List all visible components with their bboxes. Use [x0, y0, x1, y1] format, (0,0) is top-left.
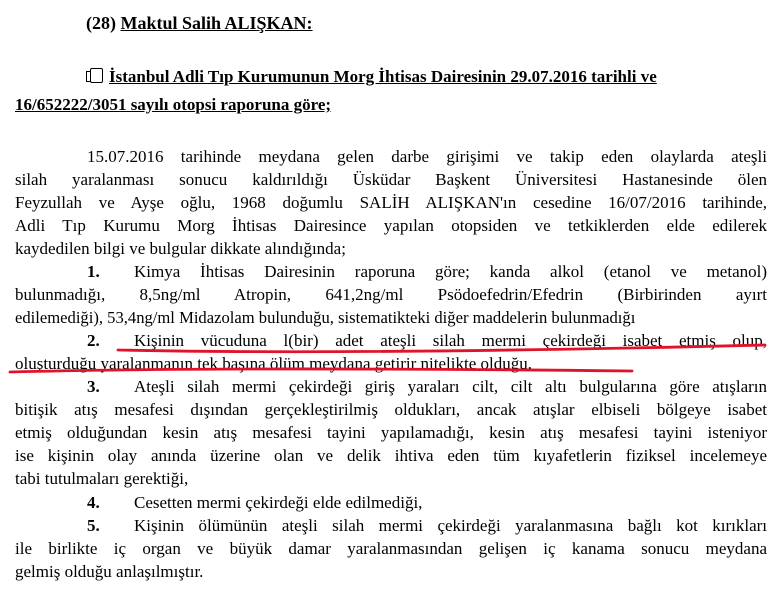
item-1-line-1: Kimya İhtisas Dairesinin raporuna göre; kanda alkol (etanol ve metanol): [134, 262, 767, 281]
report-reference-line-1: İstanbul Adli Tıp Kurumunun Morg İhtisas Dairesinin 29.07.2016 tarihli ve: [90, 67, 770, 87]
intro-line-1: 15.07.2016 tarihinde meydana gelen darbe girişimi ve takip eden olaylarda ateşli: [87, 147, 767, 166]
item-5-line-2: ile birlikte iç organ ve büyük damar yaralanmasından gelişen iç kanama sonucu meydana: [15, 539, 767, 558]
item-2-line-1: Kişinin vücuduna l(bir) adet ateşli silah mermi çekirdeği isabet etmiş olup,: [134, 331, 767, 350]
item-3-line-3: etmiş olduğundan kesin atış mesafesi tayini yapılamadığı, kesin atış mesafesi tayini isteniyor: [15, 423, 767, 442]
item-1-number: 1.: [87, 262, 100, 281]
intro-line-4: Adli Tıp Kurumu Morg İhtisas Dairesince yapılan otopsiden ve tetkiklerden elde edilerek: [15, 216, 767, 235]
item-3-line-2: bitişik atış mesafesi dışından gerçekleştirilmiş oldukları, ancak atışlar elbiseli bölgeye isabet: [15, 400, 767, 419]
intro-line-3: Feyzullah ve Ayşe oğlu, 1968 doğumlu SALİH ALIŞKAN'ın cesedine 16/07/2016 tarihinde,: [15, 193, 767, 212]
heading-number: (28): [86, 13, 116, 33]
intro-line-5: kaydedilen bilgi ve bulgular dikkate alındığında;: [15, 239, 346, 258]
item-3-line-4: ise kişinin olay anında üzerine olan ve delik ihtiva eden tüm kıyafetlerin fiziksel incelemeye: [15, 446, 767, 465]
item-4-number: 4.: [87, 493, 100, 512]
item-2-number: 2.: [87, 331, 100, 350]
item-1-line-2: bulunmadığı, 8,5ng/ml Atropin, 641,2ng/ml Psödoefedrin/Efedrin (Birbirinden ayırt: [15, 285, 767, 304]
item-4-line-1: Cesetten mermi çekirdeği elde edilmediği,: [134, 493, 423, 512]
item-5-line-1: Kişinin ölümünün ateşli silah mermi çekirdeği yaralanmasına bağlı kot kırıkları: [134, 516, 767, 535]
item-5-line-3: gelmiş olduğu anlaşılmıştır.: [15, 562, 204, 581]
report-reference-line-2: 16/652222/3051 sayılı otopsi raporuna göre;: [15, 95, 332, 114]
item-3-line-1: Ateşli silah mermi çekirdeği giriş yaraları cilt, cilt altı bulgularına göre atışların: [134, 377, 767, 396]
item-1-line-3: edilemediği), 53,4ng/ml Midazolam bulunduğu, sistematikteki diğer maddelerin bulunmadığı: [15, 308, 636, 327]
item-3-number: 3.: [87, 377, 100, 396]
item-5-number: 5.: [87, 516, 100, 535]
heading-name: Maktul Salih ALIŞKAN:: [120, 13, 313, 33]
item-2-line-2: oluşturduğu yaralanmanın tek başına ölüm meydana getirir nitelikte olduğu,: [15, 354, 532, 373]
item-3-line-5: tabi tutulmaları gerektiği,: [15, 469, 189, 488]
intro-line-2: silah yaralanması sonucu kaldırıldığı Üsküdar Başkent Üniversitesi Hastanesinde ölen: [15, 170, 767, 189]
